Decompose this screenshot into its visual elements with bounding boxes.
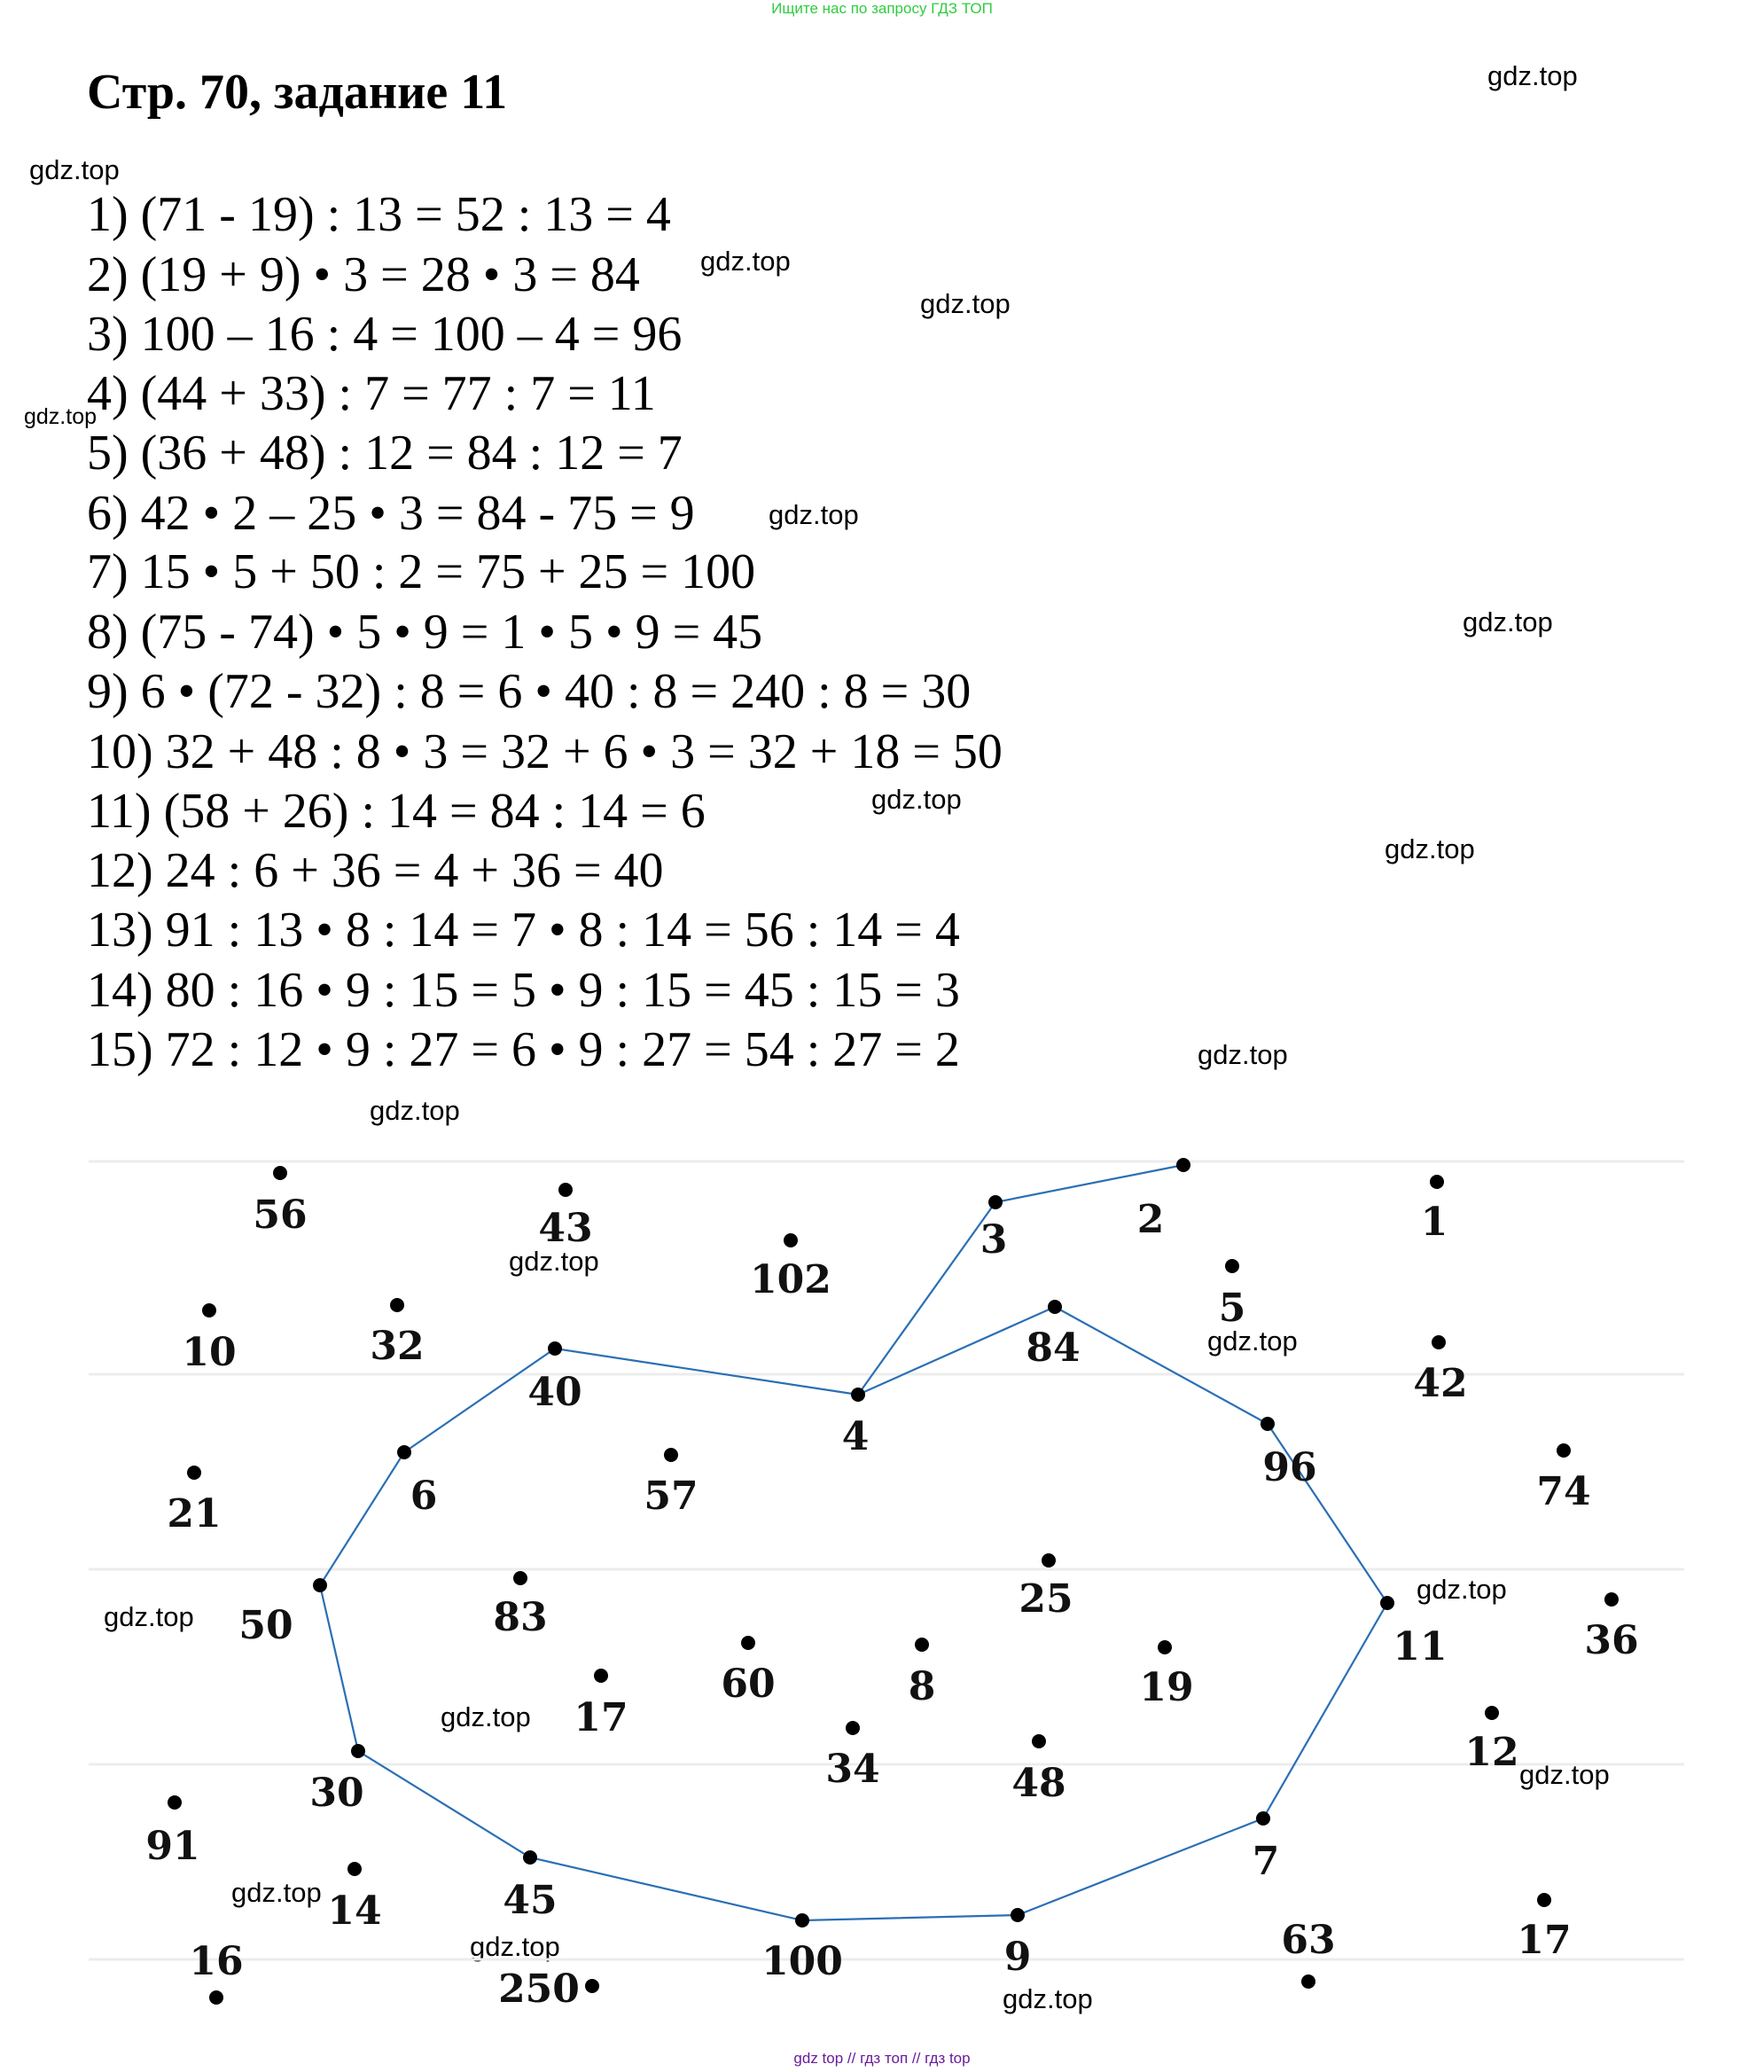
equation-8: 8) (75 - 74) • 5 • 9 = 1 • 5 • 9 = 45 — [87, 605, 763, 660]
dot-label: 17 — [1517, 1918, 1572, 1963]
puzzle-dot — [558, 1183, 573, 1197]
puzzle-dot — [1604, 1592, 1619, 1607]
puzzle-dot — [1225, 1259, 1239, 1273]
puzzle-dot — [313, 1578, 327, 1592]
faded-textbook-background — [89, 1161, 1684, 1959]
page-title: Стр. 70, задание 11 — [87, 65, 508, 120]
dot-label: 63 — [1281, 1918, 1336, 1963]
dot-label: 9 — [1003, 1935, 1032, 1980]
equation-2: 2) (19 + 9) • 3 = 28 • 3 = 84 — [87, 247, 640, 302]
puzzle-dot — [347, 1862, 362, 1876]
puzzle-dot — [1158, 1640, 1172, 1654]
dot-label: 3 — [980, 1217, 1008, 1263]
dot-label: 19 — [1139, 1665, 1194, 1710]
puzzle-dot — [1261, 1417, 1275, 1431]
puzzle-dot — [1032, 1734, 1046, 1748]
dot-label: 100 — [761, 1939, 843, 1984]
watermark: gdz.top — [1198, 1039, 1288, 1070]
puzzle-dot — [397, 1445, 411, 1459]
puzzle-dot — [851, 1388, 865, 1402]
watermark: gdz.top — [104, 1601, 194, 1632]
puzzle-dot — [187, 1466, 201, 1480]
puzzle-dot — [846, 1721, 860, 1735]
dot-label: 34 — [825, 1747, 880, 1792]
answer-path — [320, 1165, 1387, 1920]
puzzle-dot — [988, 1195, 1003, 1209]
puzzle-dot — [1011, 1908, 1025, 1922]
watermark: gdz.top — [1487, 60, 1578, 91]
dot-label: 56 — [253, 1192, 308, 1238]
puzzle-dot — [594, 1669, 608, 1683]
puzzle-dot — [1557, 1443, 1571, 1458]
puzzle-dot — [390, 1298, 404, 1312]
equation-13: 13) 91 : 13 • 8 : 14 = 7 • 8 : 14 = 56 : 14 = 4 — [87, 903, 960, 958]
puzzle-dot — [513, 1571, 527, 1585]
watermark: gdz.top — [700, 246, 791, 277]
equation-4: 4) (44 + 33) : 7 = 77 : 7 = 11 — [87, 366, 656, 421]
dot-label: 7 — [1252, 1839, 1280, 1884]
watermark: gdz.top — [871, 784, 962, 815]
dot-group — [145, 1158, 1638, 2012]
dot-label: 42 — [1413, 1361, 1468, 1406]
puzzle-dot — [915, 1638, 929, 1652]
puzzle-dot — [202, 1303, 216, 1317]
puzzle-dot — [664, 1448, 678, 1462]
puzzle-dot — [1042, 1553, 1056, 1568]
puzzle-dot — [1430, 1175, 1444, 1189]
dot-label: 40 — [527, 1370, 582, 1415]
dot-label: 12 — [1464, 1730, 1519, 1775]
watermark: gdz.top — [441, 1701, 531, 1732]
equation-7: 7) 15 • 5 + 50 : 2 = 75 + 25 = 100 — [87, 544, 756, 599]
puzzle-dot — [273, 1166, 287, 1180]
dot-label: 50 — [238, 1603, 293, 1648]
dot-label: 8 — [908, 1664, 936, 1709]
puzzle-dot — [1537, 1893, 1551, 1907]
puzzle-dot — [1485, 1706, 1499, 1720]
dot-label: 11 — [1393, 1624, 1448, 1669]
watermark: gdz.top — [769, 499, 859, 530]
dot-label: 102 — [750, 1257, 831, 1302]
puzzle-dot — [351, 1744, 365, 1758]
puzzle-dot — [741, 1636, 755, 1650]
watermark: gdz.top — [24, 404, 98, 429]
dot-label: 30 — [309, 1771, 364, 1816]
watermark: gdz.top — [920, 288, 1011, 319]
puzzle-dot — [209, 1990, 223, 2005]
dot-label: 74 — [1536, 1469, 1591, 1514]
dot-label: 96 — [1262, 1445, 1317, 1490]
puzzle-dot — [1380, 1596, 1394, 1610]
watermark: gdz.top — [1417, 1574, 1507, 1605]
dot-label: 1 — [1420, 1200, 1448, 1245]
equation-9: 9) 6 • (72 - 32) : 8 = 6 • 40 : 8 = 240 : 8 = 30 — [87, 664, 972, 719]
puzzle-dot — [1432, 1335, 1446, 1349]
watermark: gdz.top — [1385, 833, 1475, 864]
dot-puzzle — [0, 1108, 1764, 2030]
watermark: gdz.top — [1207, 1325, 1298, 1357]
dot-label: 17 — [574, 1695, 628, 1740]
puzzle-dot — [795, 1913, 809, 1927]
dot-label: 4 — [841, 1414, 870, 1459]
dot-label: 25 — [1019, 1576, 1073, 1622]
dot-label: 250 — [498, 1966, 580, 2012]
equation-6: 6) 42 • 2 – 25 • 3 = 84 - 75 = 9 — [87, 486, 695, 541]
footer-links[interactable]: gdz top // гдз топ // гдз top — [793, 2050, 971, 2067]
dot-label: 57 — [644, 1474, 699, 1519]
equation-3: 3) 100 – 16 : 4 = 100 – 4 = 96 — [87, 307, 683, 362]
equation-1: 1) (71 - 19) : 13 = 52 : 13 = 4 — [87, 187, 671, 242]
watermark: gdz.top — [1463, 606, 1553, 637]
dot-label: 14 — [327, 1888, 382, 1934]
equation-12: 12) 24 : 6 + 36 = 4 + 36 = 40 — [87, 843, 664, 898]
equation-14: 14) 80 : 16 • 9 : 15 = 5 • 9 : 15 = 45 : 15 = 3 — [87, 963, 960, 1018]
watermark: gdz.top — [470, 1931, 560, 1962]
equation-11: 11) (58 + 26) : 14 = 84 : 14 = 6 — [87, 784, 706, 839]
puzzle-dot — [585, 1979, 599, 1993]
dot-label: 43 — [538, 1206, 593, 1251]
watermark: gdz.top — [29, 154, 120, 185]
equation-5: 5) (36 + 48) : 12 = 84 : 12 = 7 — [87, 426, 683, 481]
dot-label: 91 — [145, 1824, 200, 1869]
dot-label: 5 — [1218, 1286, 1246, 1331]
dot-label: 48 — [1011, 1761, 1066, 1806]
watermark: gdz.top — [370, 1095, 460, 1126]
dot-label: 84 — [1026, 1325, 1081, 1371]
watermark: gdz.top — [1003, 1983, 1093, 2014]
top-banner[interactable]: Ищите нас по запросу ГДЗ ТОП — [771, 0, 993, 17]
dot-label: 2 — [1136, 1197, 1165, 1242]
equation-10: 10) 32 + 48 : 8 • 3 = 32 + 6 • 3 = 32 + 18 = 50 — [87, 724, 1003, 779]
dot-label: 6 — [410, 1474, 438, 1519]
puzzle-dot — [1301, 1974, 1315, 1989]
dot-label: 36 — [1584, 1618, 1639, 1663]
dot-label: 32 — [370, 1324, 425, 1369]
puzzle-dot — [168, 1795, 182, 1810]
puzzle-dot — [548, 1341, 562, 1356]
dot-label: 83 — [493, 1595, 548, 1640]
dot-label: 16 — [189, 1939, 244, 1984]
puzzle-dot — [1048, 1300, 1062, 1314]
equation-15: 15) 72 : 12 • 9 : 27 = 6 • 9 : 27 = 54 : 27 = 2 — [87, 1022, 960, 1077]
puzzle-dot — [1256, 1811, 1270, 1826]
puzzle-dot — [1176, 1158, 1190, 1172]
watermark: gdz.top — [509, 1246, 599, 1277]
puzzle-dot — [523, 1850, 537, 1865]
watermark: gdz.top — [1519, 1759, 1610, 1790]
dot-label: 10 — [182, 1330, 237, 1375]
watermark: gdz.top — [231, 1877, 322, 1908]
dot-label: 60 — [721, 1662, 776, 1707]
dot-label: 45 — [503, 1878, 558, 1923]
dot-label: 21 — [167, 1491, 222, 1536]
puzzle-dot — [784, 1233, 798, 1247]
